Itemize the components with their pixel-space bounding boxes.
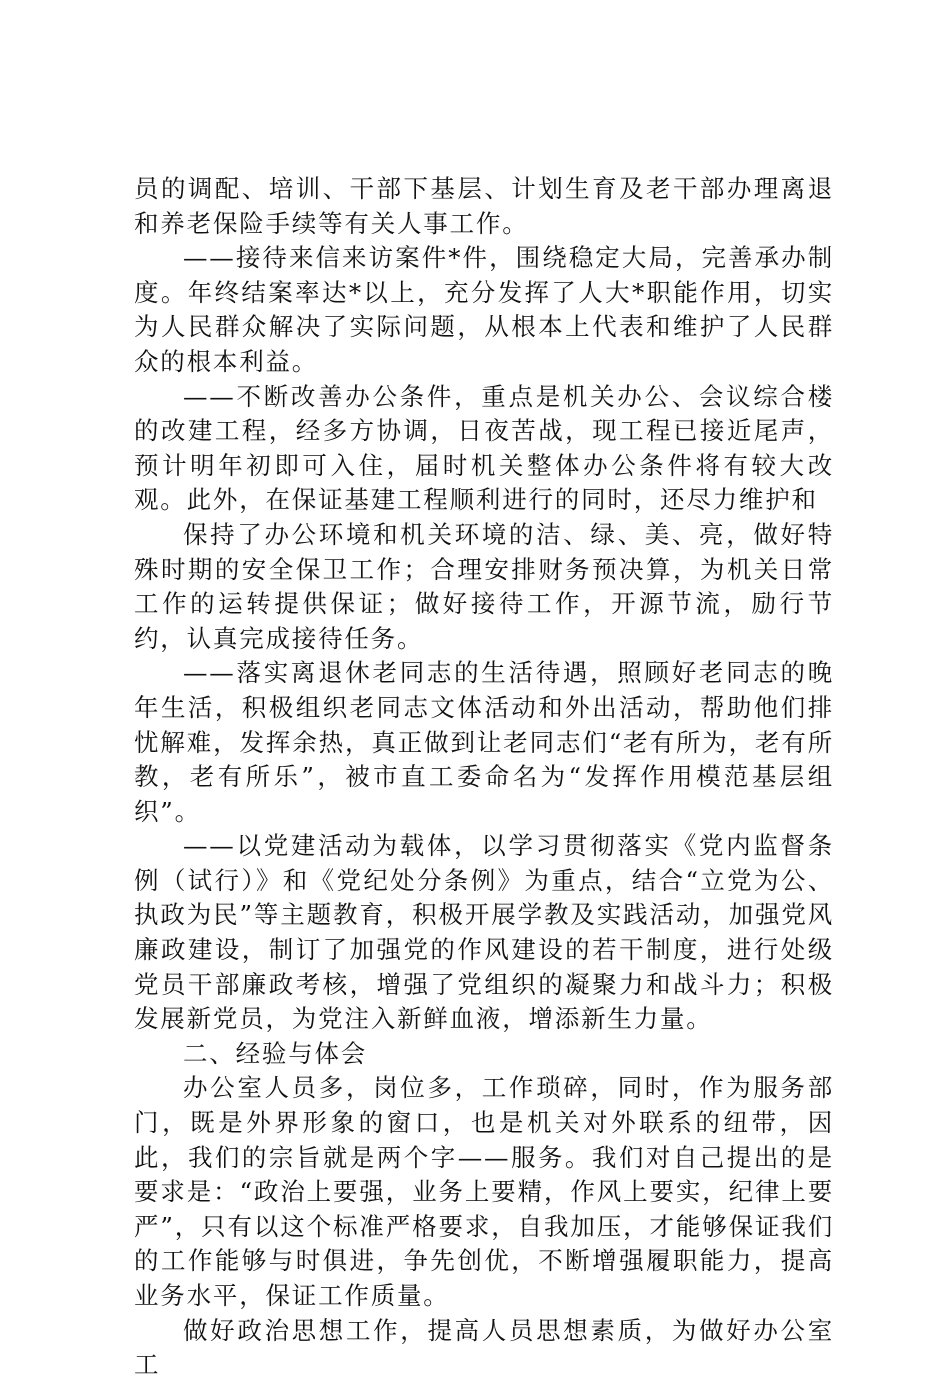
section-heading: 二、经验与体会 bbox=[183, 1038, 368, 1068]
paragraph-7: 办公室人员多，岗位多，工作琐碎，同时，作为服务部门，既是外界形象的窗口，也是机关对外联系的纽带，因此，我们的宗旨就是两个字——服务。我们对自己提出的是要求是：“政治上要强，业务上要精，作风上要实，纪律上要严”，只有以这个标准严格要求，自我加压，才能够保证我们的工作能够与时俱进，争先创优，不断增强履职能力，提高业务水平，保证工作质量。 bbox=[134, 1073, 834, 1310]
paragraph-2: ——接待来信来访案件*件，围绕稳定大局，完善承办制度。年终结案率达*以上，充分发挥了人大*职能作用，切实为人民群众解决了实际问题，从根本上代表和维护了人民群众的根本利益。 bbox=[134, 243, 834, 376]
paragraph-4: 保持了办公环境和机关环境的洁、绿、美、亮，做好特殊时期的安全保卫工作；合理安排财务预决算，为机关日常工作的运转提供保证；做好接待工作，开源节流，励行节约，认真完成接待任务。 bbox=[134, 519, 834, 653]
paragraph-6: ——以党建活动为载体，以学习贯彻落实《党内监督条例（试行）》和《党纪处分条例》为重点，结合“立党为公、执政为民”等主题教育，积极开展学教及实践活动，加强党风廉政建设，制订了加强党的作风建设的若干制度，进行处级党员干部廉政考核，增强了党组织的凝聚力和战斗力；积极发展新党员，为党注入新鲜血液，增添新生力量。 bbox=[134, 831, 834, 1034]
paragraph-1: 员的调配、培训、干部下基层、计划生育及老干部办理离退和养老保险手续等有关人事工作。 bbox=[134, 174, 834, 238]
paragraph-3: ——不断改善办公条件，重点是机关办公、会议综合楼的改建工程，经多方协调，日夜苦战，现工程已接近尾声，预计明年初即可入住，届时机关整体办公条件将有较大改观。此外，在保证基建工程顺利进行的同时，还尽力维护和 bbox=[134, 381, 834, 515]
paragraph-5: ——落实离退休老同志的生活待遇，照顾好老同志的晚年生活，积极组织老同志文体活动和外出活动，帮助他们排忧解难，发挥余热，真正做到让老同志们“老有所为，老有所教，老有所乐”，被市直工委命名为“发挥作用模范基层组织”。 bbox=[134, 658, 834, 826]
paragraph-8: 做好政治思想工作，提高人员思想素质，为做好办公室工 bbox=[134, 1315, 834, 1380]
document-body bbox=[134, 172, 834, 1383]
